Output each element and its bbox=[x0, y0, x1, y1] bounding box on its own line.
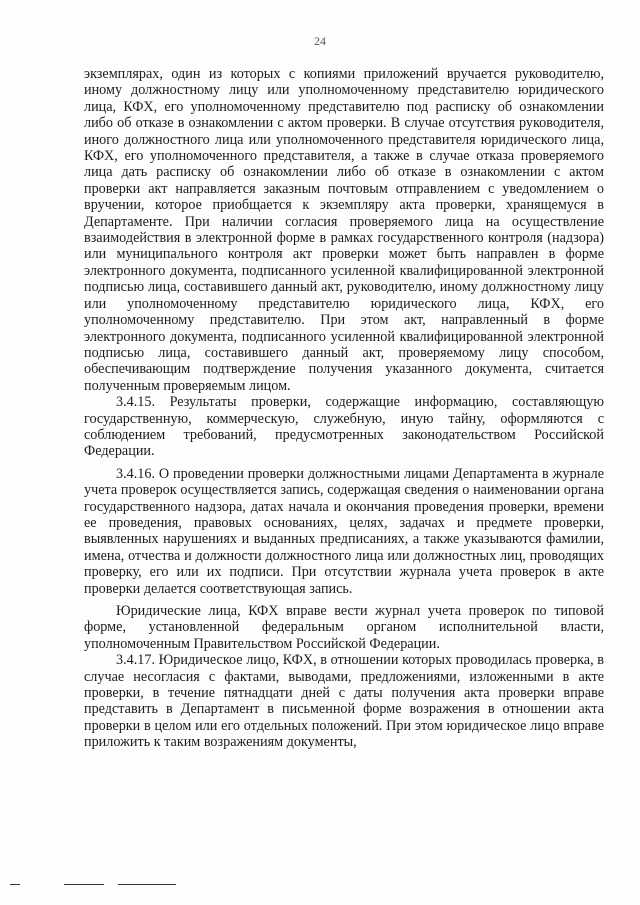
scan-mark bbox=[118, 884, 176, 885]
paragraph-journal: Юридические лица, КФХ вправе вести журнал учета проверок по типовой форме, установленной федеральным органом исполнительной власти, уполномоченным Правительством Российской Федерации. bbox=[84, 603, 604, 652]
paragraph-3-4-17: 3.4.17. Юридическое лицо, КФХ, в отношении которых проводилась проверка, в случае несогласия с фактами, выводами, предложениями, изложенными в акте проверки, в течение пятнадцати дней с даты получения акта проверки вправе представить в Департамент в письменной форме возражения в отношении акта проверки в целом или его отдельных положений. При этом юридическое лицо вправе приложить к таким возражениям документы, bbox=[84, 652, 604, 751]
paragraph-continuation: экземплярах, один из которых с копиями приложений вручается руководителю, иному должностному лицу или уполномоченному представителю юридического лица, КФХ, его уполномоченному представителю под расписку об ознакомлении либо об отказе в ознакомлении с актом проверки. В случае отсутствия руководителя, иного должностного лица или уполномоченного представителя юридического лица, КФХ, его уполномоченного представителя, а также в случае отказа проверяемого лица дать расписку об ознакомлении либо об отказе в ознакомлении с актом проверки акт направляется заказным почтовым отправлением с уведомлением о вручении, которое приобщается к экземпляру акта проверки, хранящемуся в Департаменте. При наличии согласия проверяемого лица на осуществление взаимодействия в электронной форме в рамках государственного контроля (надзора) или муниципального контроля акт проверки может быть направлен в форме электронного документа, подписанного усиленной квалифицированной электронной подписью лица, составившего данный акт, руководителю, иному должностному лицу или уполномоченному представителю юридического лица, КФХ, его уполномоченному представителю. При этом акт, направленный в форме электронного документа, подписанного усиленной квалифицированной электронной подписью лица, составившего данный акт, проверяемому лицу способом, обеспечивающим подтверждение получения указанного документа, считается полученным проверяемым лицом. bbox=[84, 66, 604, 394]
scan-mark bbox=[10, 884, 20, 885]
page-number: 24 bbox=[314, 34, 326, 48]
scan-artifacts bbox=[0, 876, 640, 896]
scan-mark bbox=[64, 884, 104, 885]
document-body bbox=[84, 66, 604, 751]
paragraph-3-4-15: 3.4.15. Результаты проверки, содержащие информацию, составляющую государственную, коммерческую, служебную, иную тайну, оформляются с соблюдением требований, предусмотренных законодательством Российской Федерации. bbox=[84, 394, 604, 460]
paragraph-3-4-16: 3.4.16. О проведении проверки должностными лицами Департамента в журнале учета проверок осуществляется запись, содержащая сведения о наименовании органа государственного надзора, датах начала и окончания проведения проверки, времени ее проведения, правовых основаниях, целях, задачах и предмете проверки, выявленных нарушениях и выданных предписаниях, а также указываются фамилии, имена, отчества и должности должностного лица или должностных лиц, проводящих проверку, его или их подписи. При отсутствии журнала учета проверок в акте проверки делается соответствующая запись. bbox=[84, 465, 604, 597]
